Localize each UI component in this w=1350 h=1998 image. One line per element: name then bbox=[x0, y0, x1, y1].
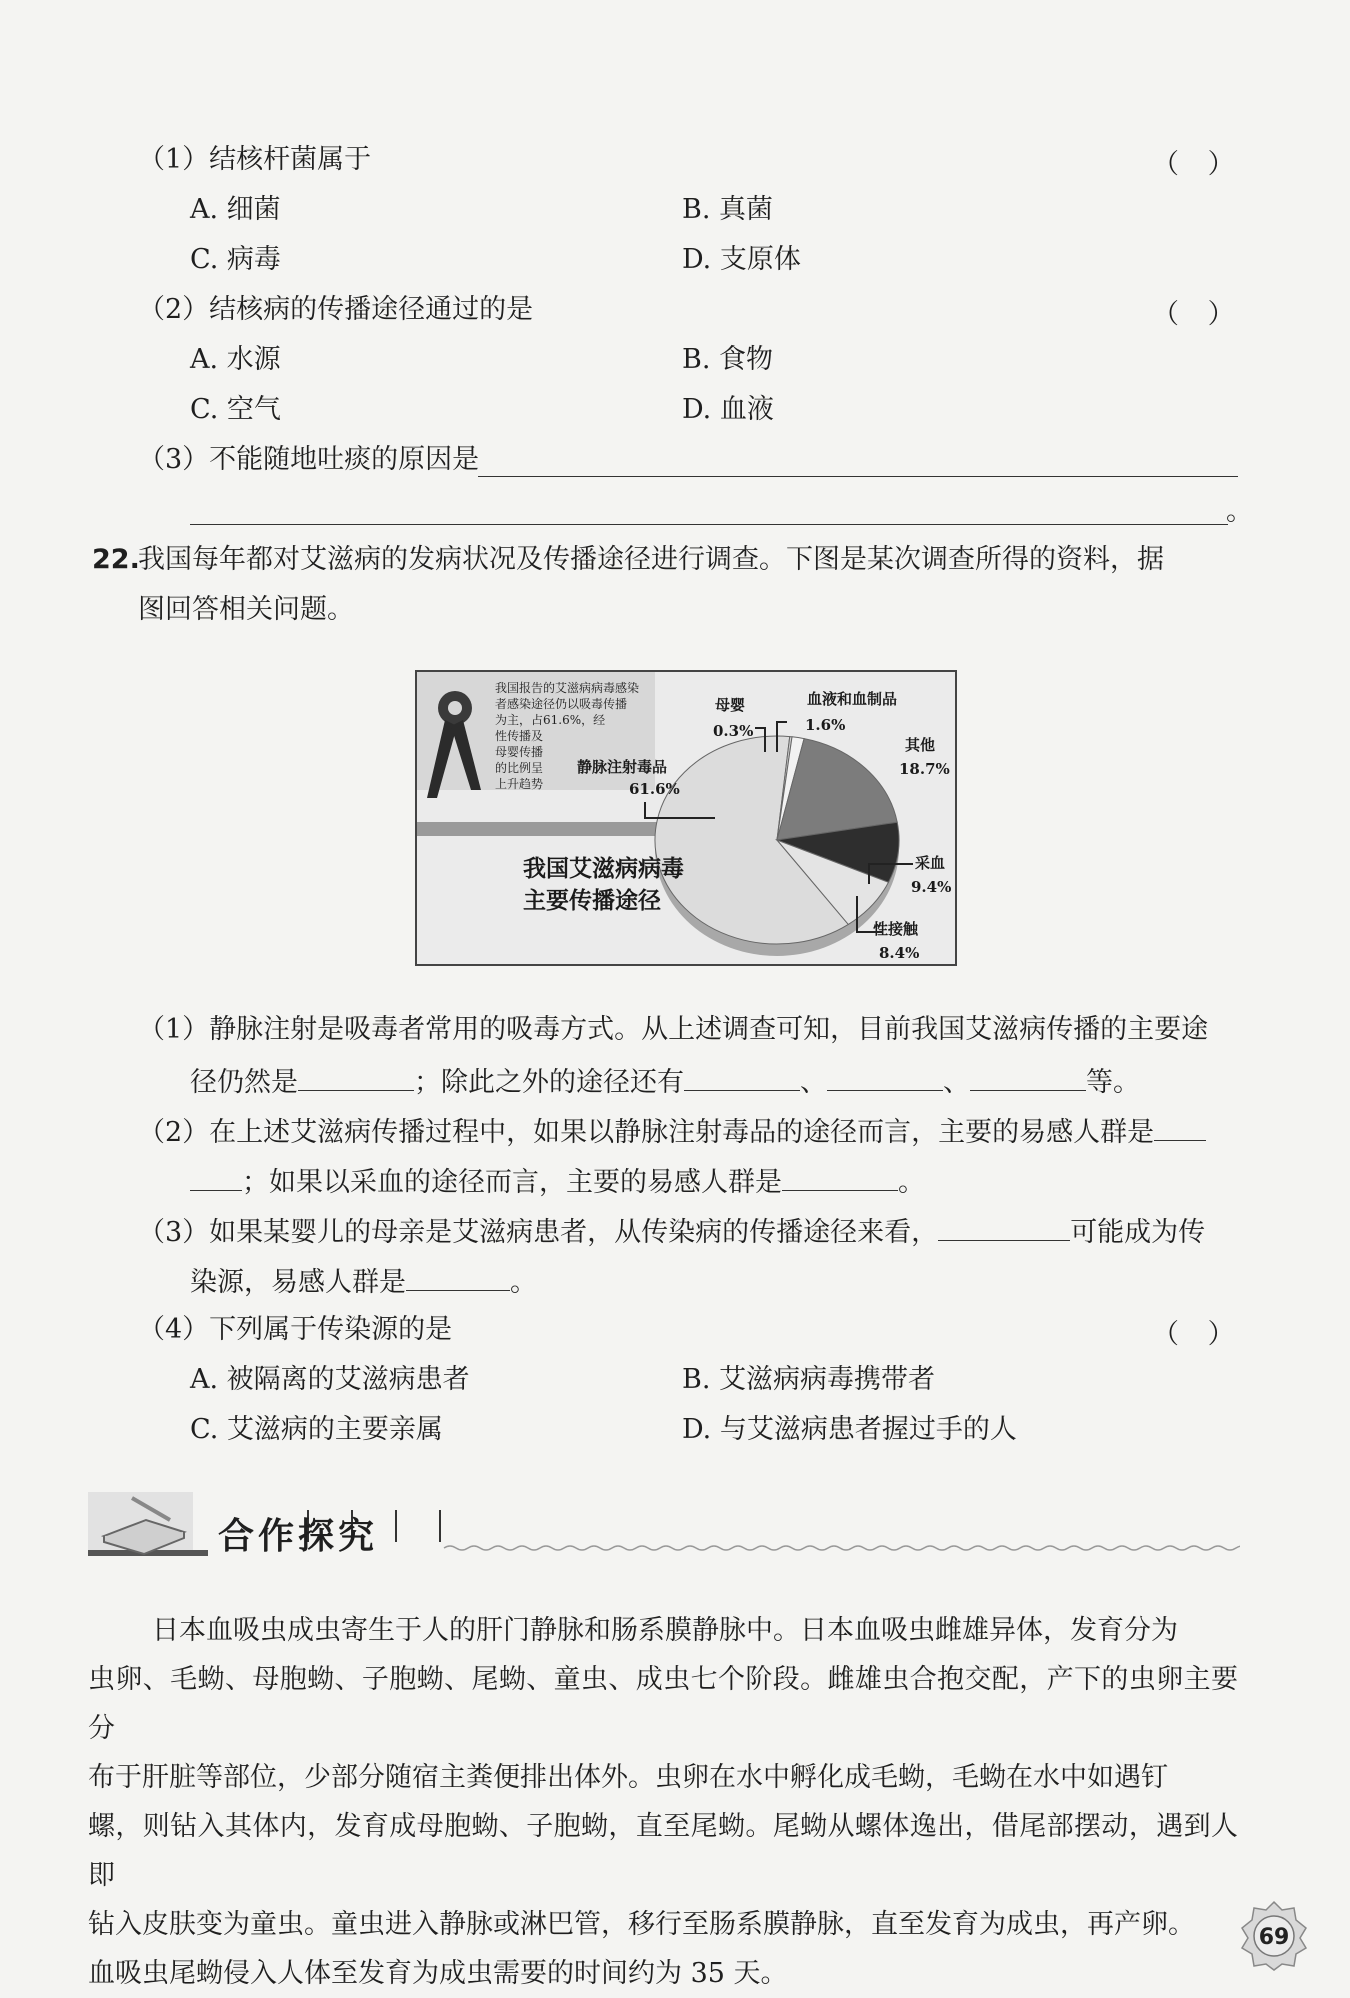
q22-s3-text-3: 染源，易感人群是 bbox=[190, 1267, 406, 1298]
q22-s2-line-1 bbox=[138, 1112, 1206, 1151]
q22-s1-line-2 bbox=[190, 1062, 1140, 1101]
q22-s2-line-2 bbox=[190, 1162, 925, 1201]
pie-slices bbox=[655, 736, 899, 944]
label-other-name: 其他 bbox=[905, 736, 936, 754]
q22-s1-sep-1: 、 bbox=[800, 1067, 827, 1098]
q21-s3-period: 。 bbox=[1226, 496, 1253, 527]
q21-s1-option-d: D. 支原体 bbox=[682, 244, 801, 275]
figure-note-line-6: 的比例呈 bbox=[495, 761, 544, 775]
label-injection-name: 静脉注射毒品 bbox=[577, 758, 668, 776]
page-number-badge bbox=[1238, 1900, 1310, 1972]
q22-intro-2: 图回答相关问题。 bbox=[138, 594, 354, 625]
q21-s2-option-d: D. 血液 bbox=[682, 394, 774, 425]
figure-note-line-3: 为主，占61.6%，经 bbox=[495, 713, 606, 727]
q21-s2-option-c: C. 空气 bbox=[190, 394, 281, 425]
figure-note-line-7: 上升趋势 bbox=[495, 777, 544, 791]
figure-note-line-2: 者感染途径仍以吸毒传播 bbox=[495, 697, 628, 711]
chart-title-line-1: 我国艾滋病病毒 bbox=[523, 855, 684, 882]
paragraph-line-2: 虫卵、毛蚴、母胞蚴、子胞蚴、尾蚴、童虫、成虫七个阶段。雌雄虫合抱交配，产下的虫卵主要分 bbox=[88, 1664, 1238, 1744]
q22-s1-text-2: ；除此之外的途径还有 bbox=[414, 1067, 684, 1098]
pie-chart bbox=[655, 736, 899, 956]
paragraph-line-5: 钻入皮肤变为童虫。童虫进入静脉或淋巴管，移行至肠系膜静脉，直至发育为成虫，再产卵。 bbox=[88, 1909, 1195, 1940]
q22-s1-blank-3[interactable] bbox=[827, 1062, 943, 1091]
q22-s4-option-a: A. 被隔离的艾滋病患者 bbox=[190, 1364, 470, 1395]
paragraph-line-1: 日本血吸虫成虫寄生于人的肝门静脉和肠系膜静脉中。日本血吸虫雌雄异体，发育分为 bbox=[152, 1615, 1178, 1646]
q22-s2-blank-1b[interactable] bbox=[190, 1162, 242, 1191]
q22-s1-blank-4[interactable] bbox=[970, 1062, 1086, 1091]
q22-s3-text-2: 可能成为传 bbox=[1070, 1217, 1206, 1248]
aids-transmission-figure bbox=[415, 670, 957, 966]
q21-s2-option-a: A. 水源 bbox=[190, 344, 281, 375]
q22-s3-line-2 bbox=[190, 1262, 537, 1301]
label-blood-collection-name: 采血 bbox=[915, 854, 946, 872]
q21-s3-blank-2[interactable] bbox=[190, 524, 1228, 525]
label-blood-products-name: 血液和血制品 bbox=[807, 690, 898, 708]
q22-num: 22. bbox=[92, 544, 140, 575]
label-blood-products-value: 1.6% bbox=[805, 716, 846, 734]
section-title: 合作探究 bbox=[218, 1516, 379, 1557]
q21-s3-blank-1[interactable] bbox=[478, 476, 1238, 477]
figure-note-line-5: 母婴传播 bbox=[495, 745, 544, 759]
paragraph-line-6: 血吸虫尾蚴侵入人体至发育为成虫需要的时间约为 35 天。 bbox=[88, 1958, 788, 1989]
paragraph-line-3: 布于肝脏等部位，少部分随宿主粪便排出体外。虫卵在水中孵化成毛蚴，毛蚴在水中如遇钉 bbox=[88, 1762, 1168, 1793]
figure-note-line-4: 性传播及 bbox=[495, 729, 544, 743]
page-number: 69 bbox=[1258, 1925, 1290, 1950]
q22-s4-option-b: B. 艾滋病病毒携带者 bbox=[682, 1364, 936, 1395]
q21-s1-stem: （1）结核杆菌属于 bbox=[138, 144, 372, 175]
label-sexual-value: 8.4% bbox=[879, 944, 920, 962]
figure-note-line-1: 我国报告的艾滋病病毒感染 bbox=[495, 681, 640, 695]
q22-s2-text-2: ；如果以采血的途径而言，主要的易感人群是 bbox=[242, 1167, 782, 1198]
q22-intro-1: 我国每年都对艾滋病的发病状况及传播途径进行调查。下图是某次调查所得的资料，据 bbox=[138, 544, 1164, 575]
q21-s1-answer-paren[interactable]: （ ） bbox=[1152, 149, 1235, 180]
q22-s3-text-1: （3）如果某婴儿的母亲是艾滋病患者，从传染病的传播途径来看， bbox=[138, 1217, 939, 1248]
label-other-value: 18.7% bbox=[899, 760, 950, 778]
label-mother-name: 母婴 bbox=[715, 696, 746, 714]
q22-s2-text-1: （2）在上述艾滋病传播过程中，如果以静脉注射毒品的途径而言，主要的易感人群是 bbox=[138, 1117, 1155, 1148]
q21-s1-option-b: B. 真菌 bbox=[682, 194, 774, 225]
q22-s3-end: 。 bbox=[510, 1267, 537, 1298]
q22-s1-end: 等。 bbox=[1086, 1067, 1140, 1098]
label-sexual-name: 性接触 bbox=[873, 920, 919, 938]
label-mother-value: 0.3% bbox=[713, 722, 754, 740]
q21-s3-stem: （3）不能随地吐痰的原因是 bbox=[138, 444, 480, 475]
q21-s1-option-a: A. 细菌 bbox=[190, 194, 281, 225]
q22-s1-blank-1[interactable] bbox=[298, 1062, 414, 1091]
q22-s3-blank-1[interactable] bbox=[938, 1212, 1070, 1241]
q22-s2-end: 。 bbox=[898, 1167, 925, 1198]
q22-s1-line-1: （1）静脉注射是吸毒者常用的吸毒方式。从上述调查可知，目前我国艾滋病传播的主要途 bbox=[138, 1014, 1209, 1045]
q21-s1-option-c: C. 病毒 bbox=[190, 244, 281, 275]
q22-s4-answer-paren[interactable]: （ ） bbox=[1152, 1319, 1235, 1350]
q22-s3-line-1 bbox=[138, 1212, 1205, 1251]
q22-s1-text-1: 径仍然是 bbox=[190, 1067, 298, 1098]
paragraph-line-4: 螺，则钻入其体内，发育成母胞蚴、子胞蚴，直至尾蚴。尾蚴从螺体逸出，借尾部摆动，遇到人即 bbox=[88, 1811, 1238, 1891]
q22-s2-blank-1a[interactable] bbox=[1154, 1112, 1206, 1141]
q21-s2-answer-paren[interactable]: （ ） bbox=[1152, 299, 1235, 330]
chart-title-line-2: 主要传播途径 bbox=[523, 887, 661, 914]
q22-s1-blank-2[interactable] bbox=[684, 1062, 800, 1091]
section-paragraph bbox=[88, 1606, 1238, 1998]
q21-s2-stem: （2）结核病的传播途径通过的是 bbox=[138, 294, 534, 325]
q22-number bbox=[92, 542, 140, 578]
label-blood-collection-value: 9.4% bbox=[911, 878, 952, 896]
label-injection-value: 61.6% bbox=[629, 780, 680, 798]
q21-s2-option-b: B. 食物 bbox=[682, 344, 774, 375]
q22-s4-option-d: D. 与艾滋病患者握过手的人 bbox=[682, 1414, 1017, 1445]
q22-s3-blank-2[interactable] bbox=[406, 1262, 510, 1291]
q22-s1-sep-2: 、 bbox=[943, 1067, 970, 1098]
q22-s4-stem: （4）下列属于传染源的是 bbox=[138, 1314, 453, 1345]
q22-s2-blank-2[interactable] bbox=[782, 1162, 898, 1191]
section-wavy-line bbox=[444, 1546, 1240, 1550]
q22-s4-option-c: C. 艾滋病的主要亲属 bbox=[190, 1414, 443, 1445]
